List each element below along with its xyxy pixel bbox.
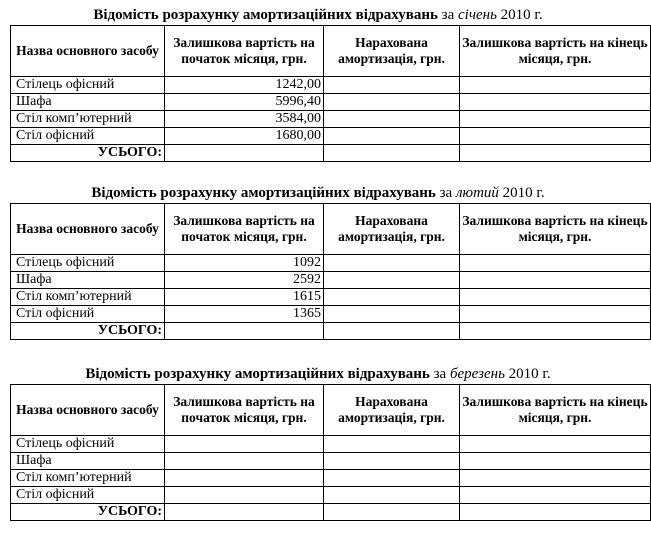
asset-name-cell: Стілець офісний (11, 255, 165, 272)
depreciation-cell (324, 272, 460, 289)
column-header-end-value: Залишкова вартість на кінець місяця, грн. (460, 204, 651, 255)
depreciation-cell (324, 289, 460, 306)
depreciation-cell (324, 306, 460, 323)
end-value-cell (460, 272, 651, 289)
total-label: УСЬОГО: (11, 145, 165, 162)
section-title: Відомість розрахунку амортизаційних відрахувань за січень 2010 г. (93, 7, 543, 23)
depreciation-cell (324, 453, 460, 470)
month-name: березень (449, 366, 505, 382)
depreciation-cell (324, 436, 460, 453)
start-value-cell: 1680,00 (165, 128, 324, 145)
end-value-cell (460, 289, 651, 306)
end-value-cell (460, 255, 651, 272)
column-header-start-value: Залишкова вартість на початок місяця, грн. (165, 385, 324, 436)
start-value-cell: 3584,00 (165, 111, 324, 128)
depreciation-cell (324, 487, 460, 504)
column-header-asset-name: Назва основного засобу (11, 26, 165, 77)
table-row (11, 111, 651, 128)
asset-name-cell: Стіл офісний (11, 306, 165, 323)
end-value-cell (460, 470, 651, 487)
depreciation-table (10, 25, 651, 162)
asset-name-cell: Стіл комп’ютерний (11, 111, 165, 128)
total-start-value-cell (165, 323, 324, 340)
table-row (11, 453, 651, 470)
table-row (11, 255, 651, 272)
depreciation-cell (324, 94, 460, 111)
total-row (11, 145, 651, 162)
start-value-cell (165, 453, 324, 470)
table-row (11, 306, 651, 323)
table-row (11, 94, 651, 111)
month-name: січень (458, 7, 497, 23)
asset-name-cell: Стіл офісний (11, 487, 165, 504)
end-value-cell (460, 94, 651, 111)
column-header-depreciation: Нарахована амортизація, грн. (324, 385, 460, 436)
asset-name-cell: Стілець офісний (11, 436, 165, 453)
total-end-value-cell (460, 504, 651, 521)
end-value-cell (460, 128, 651, 145)
column-header-start-value: Залишкова вартість на початок місяця, грн. (165, 204, 324, 255)
asset-name-cell: Шафа (11, 453, 165, 470)
depreciation-table (10, 384, 651, 521)
depreciation-cell (324, 470, 460, 487)
section-title: Відомість розрахунку амортизаційних відрахувань за лютий 2010 г. (91, 185, 545, 201)
depreciation-cell (324, 255, 460, 272)
start-value-cell: 5996,40 (165, 94, 324, 111)
start-value-cell (165, 470, 324, 487)
end-value-cell (460, 111, 651, 128)
asset-name-cell: Стілець офісний (11, 77, 165, 94)
total-depreciation-cell (324, 504, 460, 521)
depreciation-cell (324, 77, 460, 94)
total-start-value-cell (165, 504, 324, 521)
start-value-cell: 1092 (165, 255, 324, 272)
depreciation-cell (324, 128, 460, 145)
column-header-depreciation: Нарахована амортизація, грн. (324, 204, 460, 255)
start-value-cell (165, 487, 324, 504)
table-row (11, 289, 651, 306)
end-value-cell (460, 77, 651, 94)
total-end-value-cell (460, 145, 651, 162)
column-header-start-value: Залишкова вартість на початок місяця, грн. (165, 26, 324, 77)
total-row (11, 504, 651, 521)
table-row (11, 272, 651, 289)
end-value-cell (460, 436, 651, 453)
total-label: УСЬОГО: (11, 504, 165, 521)
table-row (11, 128, 651, 145)
start-value-cell: 1615 (165, 289, 324, 306)
table-header-row (11, 385, 651, 436)
table-header-row (11, 26, 651, 77)
end-value-cell (460, 487, 651, 504)
table-row (11, 470, 651, 487)
section-title: Відомість розрахунку амортизаційних відрахувань за березень 2010 г. (85, 366, 551, 382)
column-header-asset-name: Назва основного засобу (11, 385, 165, 436)
column-header-depreciation: Нарахована амортизація, грн. (324, 26, 460, 77)
total-label: УСЬОГО: (11, 323, 165, 340)
table-row (11, 436, 651, 453)
total-depreciation-cell (324, 323, 460, 340)
month-name: лютий (455, 185, 499, 201)
table-row (11, 77, 651, 94)
end-value-cell (460, 453, 651, 470)
start-value-cell: 1365 (165, 306, 324, 323)
column-header-end-value: Залишкова вартість на кінець місяця, грн. (460, 26, 651, 77)
asset-name-cell: Шафа (11, 94, 165, 111)
depreciation-cell (324, 111, 460, 128)
total-start-value-cell (165, 145, 324, 162)
asset-name-cell: Стіл комп’ютерний (11, 289, 165, 306)
column-header-asset-name: Назва основного засобу (11, 204, 165, 255)
asset-name-cell: Стіл офісний (11, 128, 165, 145)
asset-name-cell: Шафа (11, 272, 165, 289)
total-end-value-cell (460, 323, 651, 340)
asset-name-cell: Стіл комп’ютерний (11, 470, 165, 487)
column-header-end-value: Залишкова вартість на кінець місяця, грн. (460, 385, 651, 436)
depreciation-table (10, 203, 651, 340)
total-depreciation-cell (324, 145, 460, 162)
table-header-row (11, 204, 651, 255)
end-value-cell (460, 306, 651, 323)
start-value-cell (165, 436, 324, 453)
table-row (11, 487, 651, 504)
start-value-cell: 1242,00 (165, 77, 324, 94)
total-row (11, 323, 651, 340)
start-value-cell: 2592 (165, 272, 324, 289)
